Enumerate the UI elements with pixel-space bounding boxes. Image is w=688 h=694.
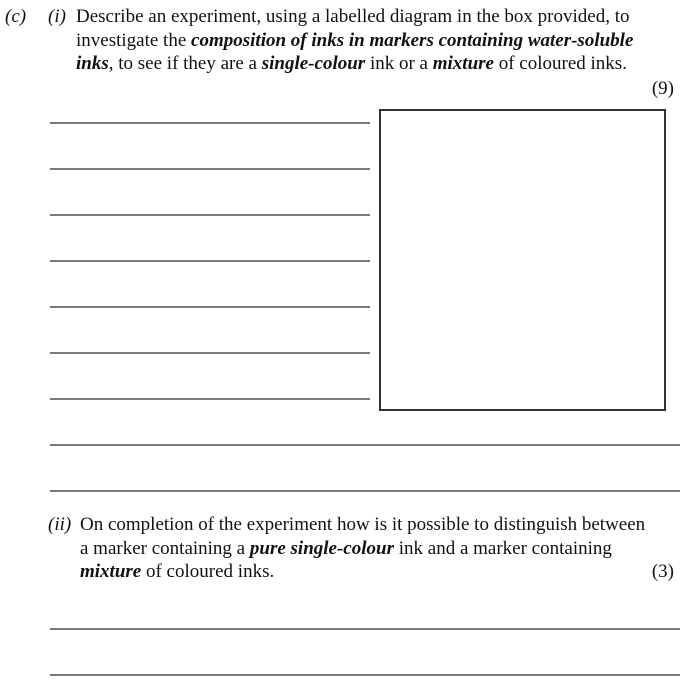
subquestion-i-marks: (9) <box>651 78 674 99</box>
text-line <box>80 561 274 583</box>
text-line <box>76 53 627 75</box>
text-run: a marker containing a <box>80 538 250 559</box>
text-run: investigate the <box>76 30 192 51</box>
emphasis-text: pure single-colour <box>249 538 394 559</box>
text-line <box>76 6 629 28</box>
answer-line[interactable] <box>50 306 370 308</box>
question-part-label: (c) <box>5 6 27 27</box>
answer-line[interactable] <box>50 674 680 676</box>
answer-line[interactable] <box>50 398 370 400</box>
answer-line[interactable] <box>50 444 680 446</box>
emphasis-text: single-colour <box>261 53 366 74</box>
emphasis-text: inks <box>76 53 109 74</box>
answer-line[interactable] <box>50 168 370 170</box>
answer-line[interactable] <box>50 122 370 124</box>
answer-line[interactable] <box>50 628 680 630</box>
answer-line[interactable] <box>50 214 370 216</box>
text-run: of coloured inks. <box>141 561 275 582</box>
text-line <box>76 30 633 52</box>
emphasis-text: composition of inks in markers containing water-soluble <box>191 30 634 51</box>
subquestion-i-label: (i) <box>48 6 66 27</box>
text-run: On completion of the experiment how is it possible to distinguish between <box>80 514 646 535</box>
subquestion-ii-label: (ii) <box>48 514 72 535</box>
text-line <box>80 514 645 536</box>
subquestion-ii-marks: (3) <box>651 561 674 582</box>
text-run: , to see if they are a <box>108 53 262 74</box>
text-run: Describe an experiment, using a labelled diagram in the box provided, to <box>76 6 630 27</box>
text-line <box>80 538 612 560</box>
emphasis-text: mixture <box>80 561 142 582</box>
answer-line[interactable] <box>50 490 680 492</box>
text-run: ink or a <box>365 53 433 74</box>
text-run: of coloured inks. <box>493 53 627 74</box>
answer-line[interactable] <box>50 352 370 354</box>
answer-line[interactable] <box>50 260 370 262</box>
text-run: ink and a marker containing <box>393 538 612 559</box>
emphasis-text: mixture <box>432 53 494 74</box>
diagram-box[interactable] <box>379 109 666 411</box>
